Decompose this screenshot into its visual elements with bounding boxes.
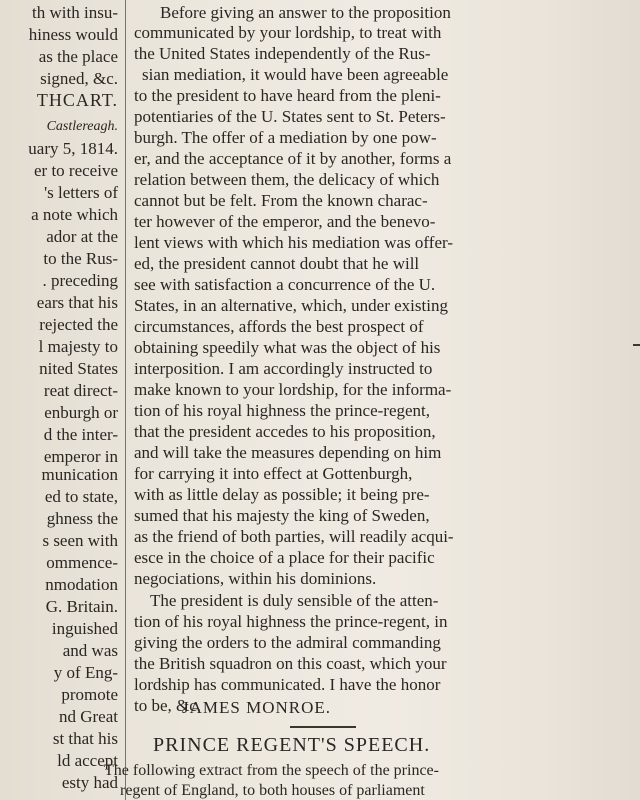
left-column-line: rejected the: [39, 315, 118, 334]
main-column-line: obtaining speedily what was the object of his: [134, 338, 441, 357]
left-column-line: uary 5, 1814.: [28, 139, 118, 158]
column-rule: [125, 0, 126, 800]
left-column-line: l majesty to: [38, 337, 118, 356]
left-column-line: s seen with: [42, 531, 118, 550]
section-heading: PRINCE REGENT'S SPEECH.: [153, 734, 431, 756]
left-column-line: signed, &c.: [40, 69, 118, 88]
intro-line: The following extract from the speech of the prince-: [104, 762, 439, 779]
main-column-line: make known to your lordship, for the informa-: [134, 380, 452, 399]
main-column-line: potentiaries of the U. States sent to St. Peters-: [134, 107, 446, 126]
main-column-line: that the president accedes to his proposition,: [134, 422, 436, 441]
main-column-line: interposition. I am accordingly instructed to: [134, 359, 433, 378]
left-column-line: d the inter-: [43, 425, 118, 444]
left-column-line: esty had: [61, 773, 118, 792]
main-column-line: lordship has communicated. I have the honor: [134, 675, 441, 694]
main-column-line: sumed that his majesty the king of Sweden,: [134, 506, 430, 525]
main-column-line: ed, the president cannot doubt that he will: [134, 254, 420, 273]
main-column-line: burgh. The offer of a mediation by one pow-: [134, 128, 437, 147]
left-column-line: inguished: [51, 619, 118, 638]
left-column-line: promote: [61, 685, 118, 704]
main-column-line: esce in the choice of a place for their pacific: [134, 548, 435, 567]
left-column-line: ed to state,: [44, 487, 118, 506]
left-column-line: reat direct-: [43, 381, 118, 400]
left-column-line: ador at the: [46, 227, 118, 246]
left-column-line: as the place: [38, 47, 118, 66]
main-column-line: negociations, within his dominions.: [134, 569, 377, 588]
left-column: [0, 0, 120, 800]
left-column-line: THCART.: [36, 90, 118, 110]
left-column-line: nited States: [39, 359, 118, 378]
main-column-line: relation between them, the delicacy of which: [134, 170, 440, 189]
main-column-line: States, in an alternative, which, under existing: [134, 296, 448, 315]
left-column-line: th with insu-: [32, 3, 118, 22]
main-column-line: to be, &c.: [134, 696, 202, 715]
left-column-line: G. Britain.: [45, 597, 118, 616]
left-column-line: ld accept: [57, 751, 118, 770]
left-column-line: ommence-: [46, 553, 118, 572]
main-column-line: giving the orders to the admiral commanding: [134, 633, 441, 652]
signature: JAMES MONROE.: [182, 698, 332, 717]
main-column-line: ter however of the emperor, and the benevo-: [134, 212, 436, 231]
margin-mark: [633, 344, 640, 346]
left-column-line: y of Eng-: [53, 663, 118, 682]
left-column-line: Castlereagh.: [46, 119, 118, 134]
main-column-line: as the friend of both parties, will readily acqui-: [134, 527, 454, 546]
main-column-line: er, and the acceptance of it by another, forms a: [134, 149, 452, 168]
main-column-line: Before giving an answer to the proposition: [160, 3, 451, 22]
left-column-line: nmodation: [45, 575, 118, 594]
left-column-line: ghness the: [46, 509, 118, 528]
page-fold-shade: [546, 0, 640, 800]
left-column-line: er to receive: [34, 161, 118, 180]
left-column-line: st that his: [52, 729, 118, 748]
main-column-line: to the president to have heard from the pleni-: [134, 86, 441, 105]
main-column-line: the United States independently of the Rus-: [134, 44, 431, 63]
left-column-line: munication: [41, 465, 118, 484]
main-column-line: the British squadron on this coast, which your: [134, 654, 447, 673]
left-column-line: hiness would: [28, 25, 118, 44]
left-column-line: 's letters of: [44, 183, 118, 202]
left-column-line: emperor in: [43, 447, 118, 466]
left-column-line: a note which: [31, 205, 118, 224]
intro-line: regent of England, to both houses of parliament: [120, 782, 425, 799]
main-column-line: tion of his royal highness the prince-regent,: [134, 401, 431, 420]
main-column-line: with as little delay as possible; it being pre-: [134, 485, 430, 504]
main-column-line: and will take the measures depending on him: [134, 443, 442, 462]
left-column-line: . preceding: [42, 271, 118, 290]
left-column-line: to the Rus-: [43, 249, 118, 268]
main-column-line: tion of his royal highness the prince-regent, in: [134, 612, 448, 631]
main-column-line: cannot but be felt. From the known charac-: [134, 191, 428, 210]
left-column-line: ears that his: [36, 293, 118, 312]
main-column-line: communicated by your lordship, to treat with: [134, 23, 442, 42]
left-column-line: and was: [62, 641, 118, 660]
section-divider: [290, 726, 356, 728]
main-column-line: The president is duly sensible of the atten-: [150, 591, 439, 610]
main-column-line: lent views with which his mediation was offer-: [134, 233, 453, 252]
left-column-line: enburgh or: [44, 403, 118, 422]
main-column-line: sian mediation, it would have been agreeable: [142, 65, 449, 84]
main-column-line: circumstances, affords the best prospect of: [134, 317, 424, 336]
main-column-line: see with satisfaction a concurrence of the U.: [134, 275, 436, 294]
left-column-line: nd Great: [58, 707, 118, 726]
main-column-line: for carrying it into effect at Gottenburgh,: [134, 464, 413, 483]
